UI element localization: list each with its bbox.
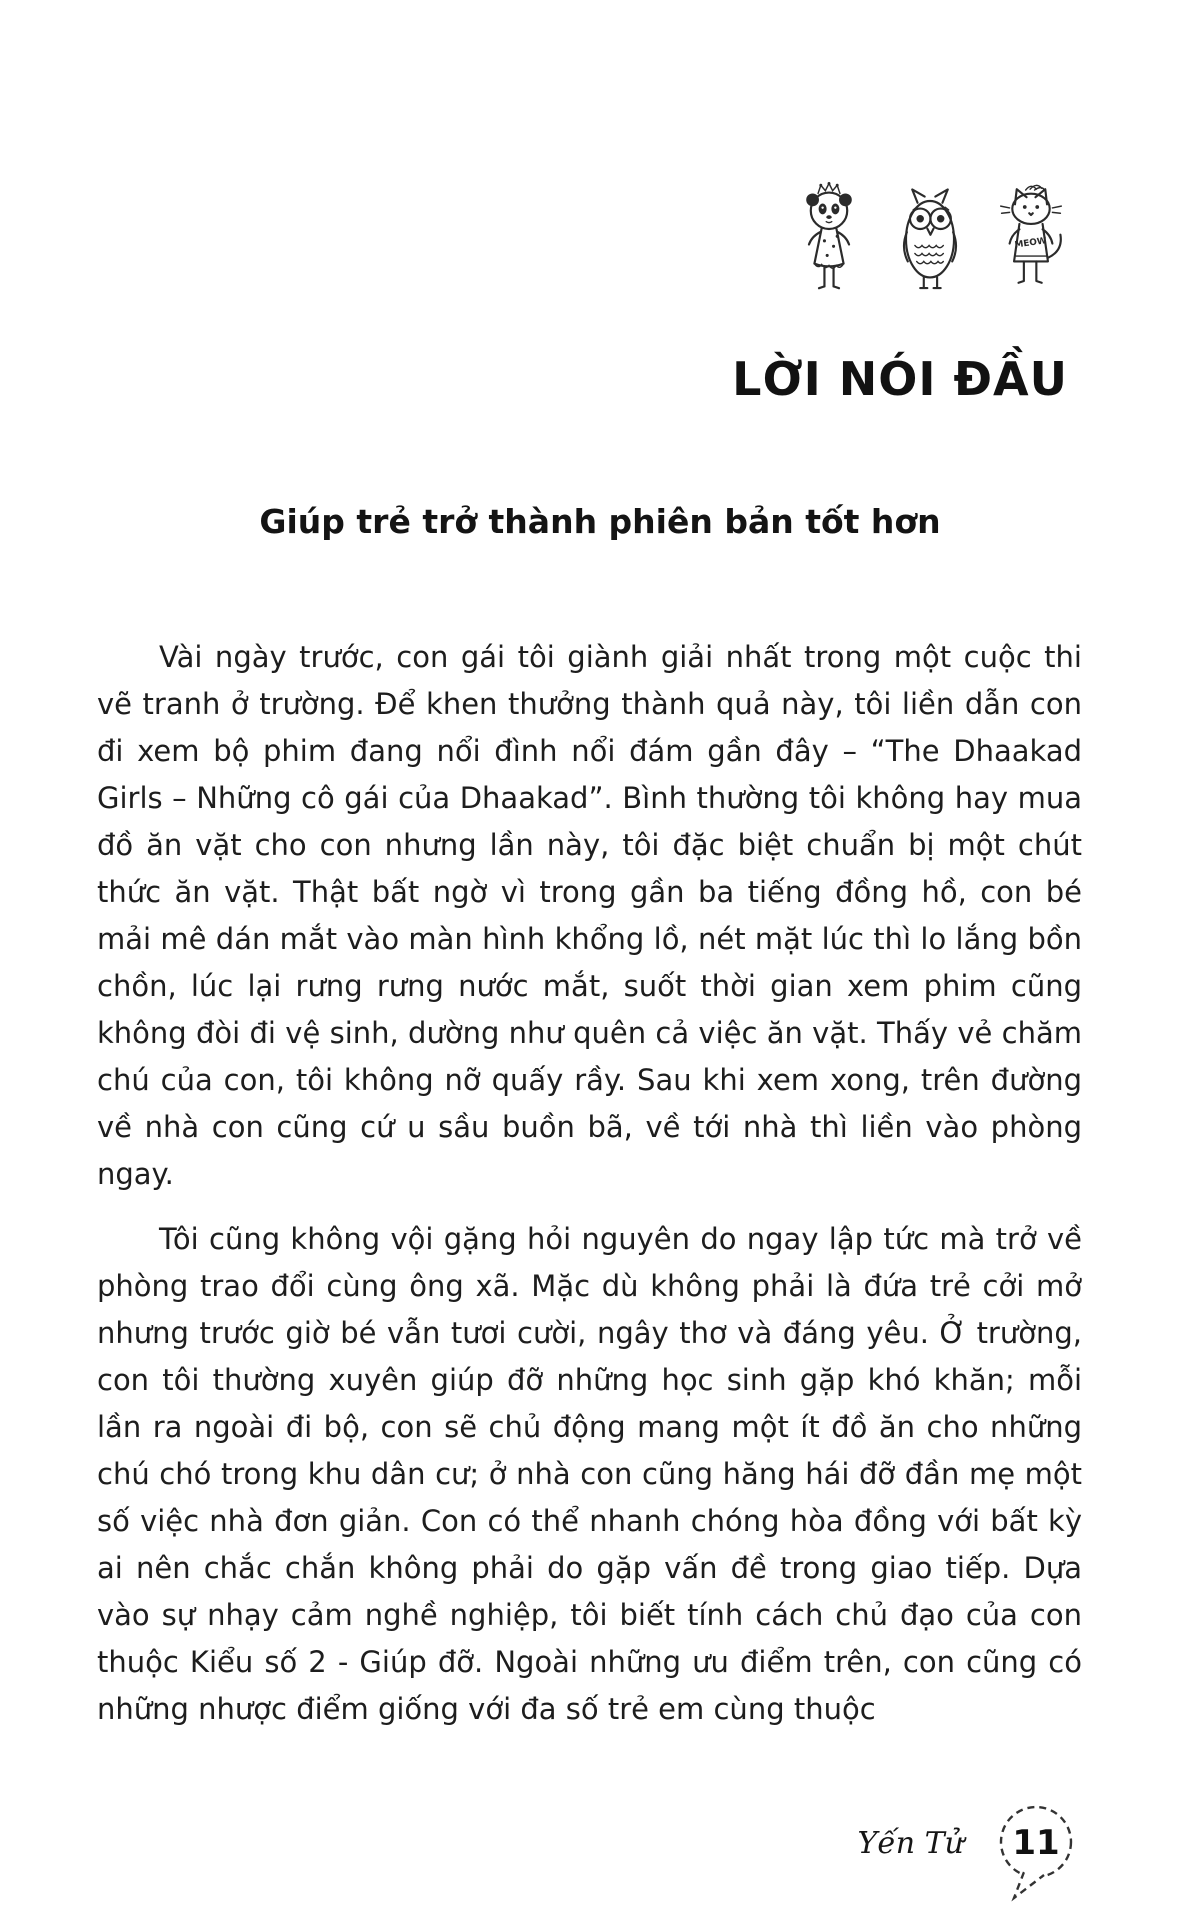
paragraph-2: Tôi cũng không vội gặng hỏi nguyên do ngay lập tức mà trở về phòng trao đổi cùng ông xã. Mặc dù không phải là đứa trẻ cởi mở nhưng trước giờ bé vẫn tươi cười, ngây thơ và đáng yêu. Ở trường, con tôi thường xuyên giúp đỡ những học sinh gặp khó khăn; mỗi lần ra ngoài đi bộ, con sẽ chủ động mang một ít đồ ăn cho những chú chó trong khu dân cư; ở nhà con cũng hăng hái đỡ đần mẹ một số việc nhà đơn giản. Con có thể nhanh chóng hòa đồng với bất kỳ ai nên chắc chắn không phải do gặp vấn đề trong giao tiếp. Dựa vào sự nhạy cảm nghề nghiệp, tôi biết tính cách chủ đạo của con thuộc Kiểu số 2 - Giúp đỡ. Ngoài những ưu điểm trên, con cũng có những nhược điểm giống với đa số trẻ em cùng thuộc (97, 1222, 1082, 1726)
page-number-bubble (990, 1798, 1082, 1902)
chapter-title: LỜI NÓI ĐẦU (732, 352, 1068, 406)
cat-sweater-text: MEOW (1014, 236, 1048, 251)
section-subtitle: Giúp trẻ trở thành phiên bản tốt hơn (259, 502, 941, 541)
speech-bubble-icon (990, 1798, 1082, 1902)
author-name: Yến Tử (857, 1825, 964, 1861)
page-number: 11 (1012, 1823, 1060, 1863)
header-illustrations (788, 178, 1072, 300)
cat-icon (990, 180, 1072, 300)
panda-princess-icon (788, 178, 870, 300)
owl-icon (890, 182, 970, 300)
body-text (97, 634, 1082, 1751)
paragraph-1: Vài ngày trước, con gái tôi giành giải nhất trong một cuộc thi vẽ tranh ở trường. Để khen thưởng thành quả này, tôi liền dẫn con đi xem bộ phim đang nổi đình nổi đám gần đây – “The Dhaakad Girls – Những cô gái của Dhaakad”. Bình thường tôi không hay mua đồ ăn vặt cho con nhưng lần này, tôi đặc biệt chuẩn bị một chút thức ăn vặt. Thật bất ngờ vì trong gần ba tiếng đồng hồ, con bé mải mê dán mắt vào màn hình khổng lồ, nét mặt lúc thì lo lắng bồn chồn, lúc lại rưng rưng nước mắt, suốt thời gian xem phim cũng không đòi đi vệ sinh, dường như quên cả việc ăn vặt. Thấy vẻ chăm chú của con, tôi không nỡ quấy rầy. Sau khi xem xong, trên đường về nhà con cũng cứ u sầu buồn bã, về tới nhà thì liền vào phòng ngay. (97, 640, 1082, 1191)
page-footer (858, 1798, 1082, 1902)
